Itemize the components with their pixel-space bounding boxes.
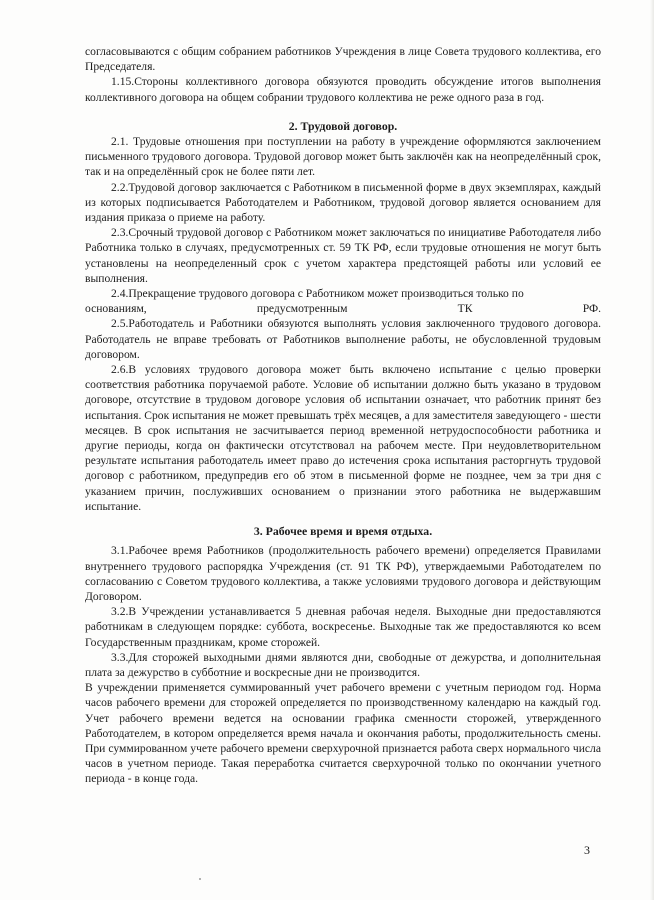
paragraph-1-14-continuation: согласовываются с общим собранием работников Учреждения в лице Совета трудового коллектива, его Председателя. — [85, 45, 601, 74]
paragraph-3-3-continuation: В учреждении применяется суммированный учет рабочего времени с учетным периодом год. Норма часов рабочего времени для сторожей определяется по производственному календарю на каждый год. Учет рабочего времени ведется на основании графика сменности сторожей, утвержденного Работодателем, в котором определяется время начала и окончания работы, продолжительность смены. При суммированном учете рабочего времени сверхурочной признается работа сверх нормального числа часов в учетном периоде. Такая переработка считается сверхурочной только по окончании учетного периода - в конце года. — [85, 681, 601, 786]
section-gap — [85, 105, 601, 119]
page-number: 3 — [584, 843, 590, 857]
paragraph-2-3: 2.3.Срочный трудовой договор с Работником может заключаться по инициативе Работодателя либо Работника только в случаях, предусмотренных ст. 59 ТК РФ, если трудовые отношения не могут быть установлены на неопределенный срок с учетом характера предстоящей работы или условий ее выполнения. — [85, 226, 601, 285]
paragraph-3-1: 3.1.Рабочее время Работников (продолжительность рабочего времени) определяется Правилами внутреннего трудового распорядка Учреждения (ст. 91 ТК РФ), утверждаемыми Работодателем по согласованию с Советом трудового коллектива, а также условиями трудового договора и действующим Договором. — [85, 544, 601, 603]
paragraph-3-2: 3.2.В Учреждении устанавливается 5 дневная рабочая неделя. Выходные дни предоставляются работникам в следующем порядке: суббота, воскресенье. Выходные так же предоставляются ко всем Государственным праздникам, кроме сторожей. — [85, 605, 601, 649]
document-page — [85, 44, 601, 787]
scan-speck — [199, 878, 201, 880]
paragraph-2-2: 2.2.Трудовой договор заключается с Работником в письменной форме в двух экземплярах, каждый из которых подписывается Работодателем и Работником, трудовой договор является основанием для издания приказа о приеме на работу. — [85, 180, 601, 225]
scan-edge-shadow — [650, 0, 654, 900]
section-2-title: 2. Трудовой договор. — [288, 118, 398, 133]
section-3-title: 3. Рабочее время и время отдыха. — [253, 524, 433, 539]
paragraph-3-3: 3.3.Для сторожей выходными днями являются дни, свободные от дежурства, и дополнительная плата за дежурство в субботние и воскресные дни не производится. — [85, 650, 601, 679]
paragraph-2-4-line-1: 2.4.Прекращение трудового договора с Работником может производиться только по — [111, 287, 524, 301]
paragraph-2-1: 2.1. Трудовые отношения при поступлении на работу в учреждение оформляются заключением письменного трудового договора. Трудовой договор может быть заключён как на неопределённый срок, так и на определённый срок не более пяти лет. — [85, 135, 601, 179]
section-gap — [85, 514, 601, 524]
paragraph-2-5: 2.5.Работодатель и Работники обязуются выполнять условия заключенного трудового договора. Работодатель не вправе требовать от Работников выполнение работы, не обусловленной трудовым договором. — [85, 317, 601, 361]
paragraph-2-6: 2.6.В условиях трудового договора может быть включено испытание с целью проверки соответствия работника поручаемой работе. Условие об испытании должно быть указано в трудовом договоре, отсутствие в трудовом договоре условия об испытании означает, что работник принят без испытания. Срок испытания не может превышать трёх месяцев, а для заместителя заведующего - шести месяцев. В срок испытания не засчитывается период временной нетрудоспособности работника и другие периоды, когда он фактически отсутствовал на рабочем месте. При неудовлетворительном результате испытания работодатель имеет право до истечения срока испытания расторгнуть трудовой договор с работником, предупредив его об этом в письменной форме не позднее, чем за три дня с указанием причин, послуживших основанием о признании этого работника не выдержавшим испытание. — [85, 363, 602, 513]
paragraph-1-15: 1.15.Стороны коллективного договора обязуются проводить обсуждение итогов выполнения коллективного договора на общем собрании трудового коллектива не реже одного раза в год. — [85, 75, 601, 104]
paragraph-2-4-line-2: основаниям, предусмотренным ТК РФ. — [85, 302, 601, 316]
